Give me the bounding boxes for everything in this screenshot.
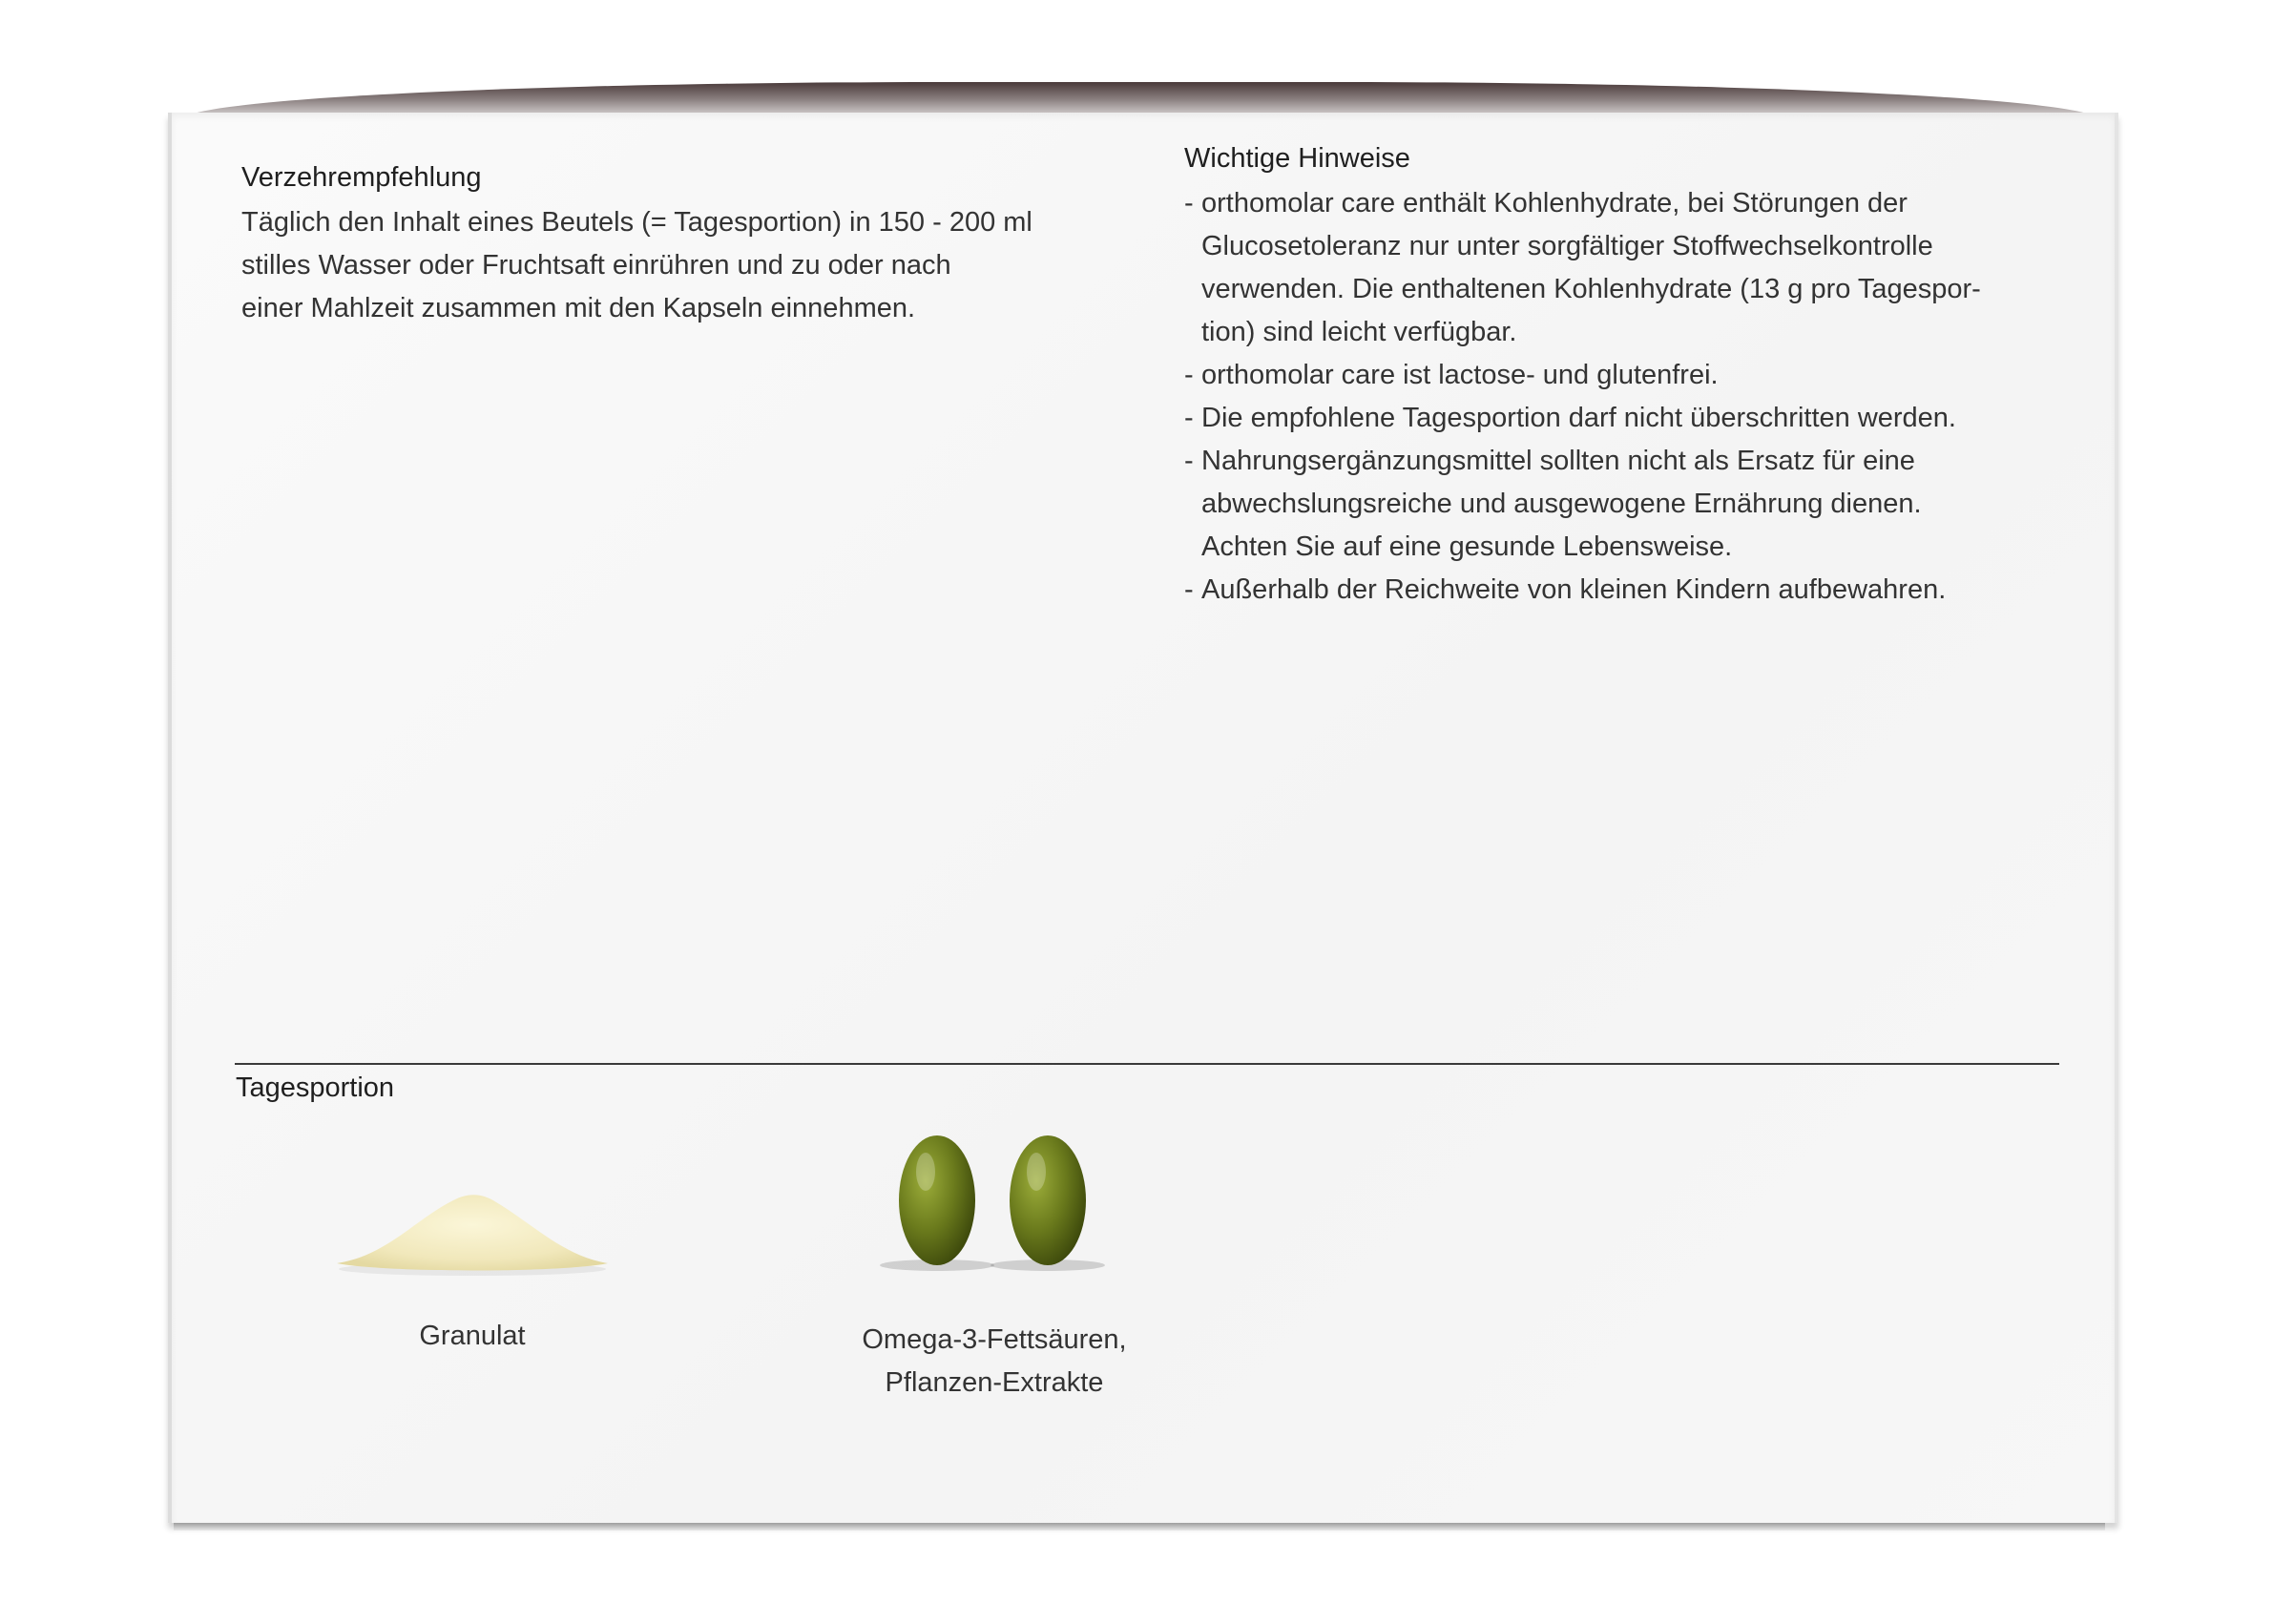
granulat-label: Granulat: [419, 1321, 526, 1351]
note-line: Achten Sie auf eine gesunde Lebensweise.: [1201, 531, 1733, 562]
note-line: - Außerhalb der Reichweite von kleinen Kindern aufbewahren.: [1201, 574, 1947, 605]
package-panel: [168, 113, 2118, 1523]
note-line: - Nahrungsergänzungsmittel sollten nicht als Ersatz für eine: [1201, 446, 1915, 476]
section-divider: [235, 1063, 2059, 1065]
capsules-item: [756, 1134, 1233, 1405]
capsules-label-line: Pflanzen-Extrakte: [885, 1367, 1104, 1398]
note-line: - orthomolar care enthält Kohlenhydrate, bei Störungen der: [1201, 188, 1908, 219]
capsule-left: [899, 1135, 975, 1265]
consumption-recommendation: [241, 162, 1100, 330]
consumption-text: [241, 201, 1100, 330]
granulat-powder-icon: [329, 1181, 615, 1277]
note-line: tion) sind leicht verfügbar.: [1201, 317, 1517, 347]
notes-list: [1184, 182, 2072, 612]
note-line: - orthomolar care ist lactose- und glutenfrei.: [1201, 360, 1719, 390]
note-line: - Die empfohlene Tagesportion darf nicht überschritten werden.: [1201, 403, 1956, 433]
note-item: [1184, 397, 2072, 440]
consumption-heading: Verzehrempfehlung: [241, 162, 482, 193]
capsules-label-line: Omega-3-Fettsäuren,: [862, 1324, 1127, 1355]
consumption-line: Täglich den Inhalt eines Beutels (= Tagesportion) in 150 - 200 ml: [241, 207, 1032, 238]
consumption-line: stilles Wasser oder Fruchtsaft einrühren und zu oder nach: [241, 250, 951, 281]
note-line: abwechslungsreiche und ausgewogene Ernährung dienen.: [1201, 489, 1922, 519]
portion-heading: Tagesportion: [236, 1072, 395, 1103]
note-item: [1184, 569, 2072, 612]
capsules-icon: [870, 1134, 1118, 1277]
note-item: [1184, 354, 2072, 397]
capsules-label: [756, 1319, 1233, 1405]
note-line: verwenden. Die enthaltenen Kohlenhydrate (13 g pro Tagespor-: [1201, 274, 1981, 304]
note-item: [1184, 182, 2072, 354]
box-bottom-edge: [174, 1523, 2105, 1530]
notes-heading: Wichtige Hinweise: [1184, 143, 1410, 174]
granulat-item: [329, 1181, 615, 1358]
capsule-right: [1010, 1135, 1086, 1265]
note-line: Glucosetoleranz nur unter sorgfältiger Stoffwechselkontrolle: [1201, 231, 1933, 261]
consumption-line: einer Mahlzeit zusammen mit den Kapseln einnehmen.: [241, 293, 916, 323]
note-item: [1184, 440, 2072, 569]
important-notes: [1184, 143, 2072, 612]
